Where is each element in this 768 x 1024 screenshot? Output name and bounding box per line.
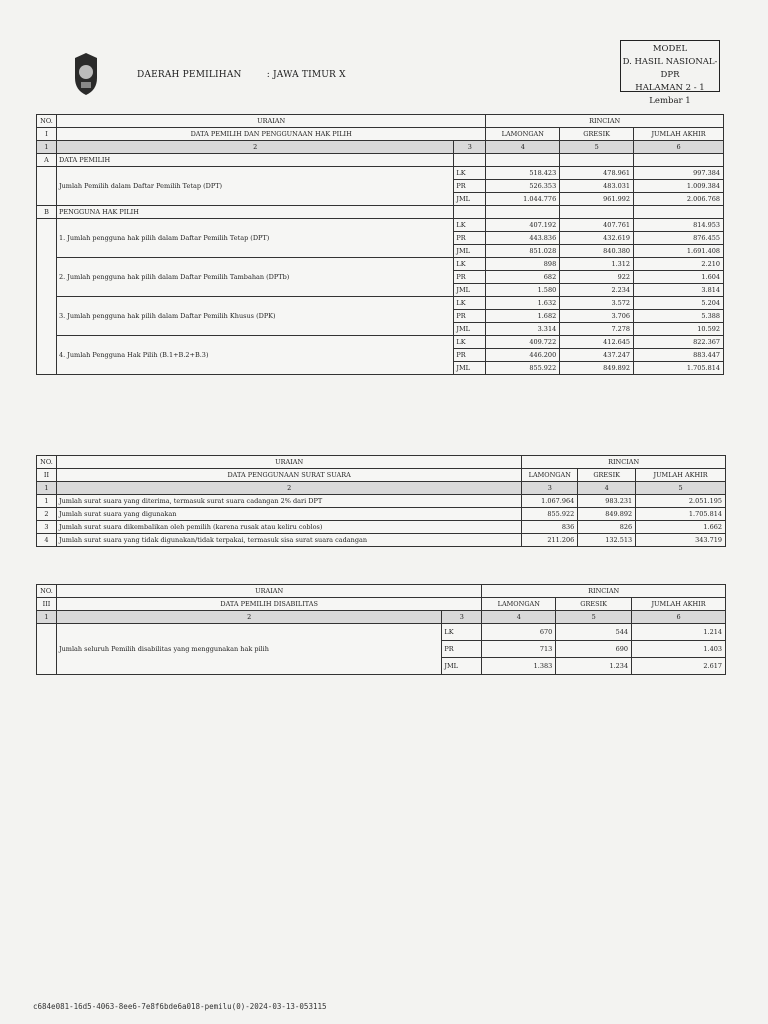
- row-label: Jumlah seluruh Pemilih disabilitas yang menggunakan hak pilih: [56, 624, 441, 675]
- section-title: DATA PEMILIH DAN PENGGUNAAN HAK PILIH: [56, 128, 485, 141]
- cell-gresik: 983.231: [578, 495, 636, 508]
- section-title: DATA PENGGUNAAN SURAT SUARA: [56, 469, 521, 482]
- row-label: Jumlah surat suara yang diterima, termasuk surat suara cadangan 2% dari DPT: [56, 495, 521, 508]
- sub-label: JML: [454, 245, 486, 258]
- sub-label: LK: [442, 624, 482, 641]
- cell-gresik: 826: [578, 521, 636, 534]
- cell-gresik: 961.992: [560, 193, 634, 206]
- header-no: NO.: [37, 585, 57, 598]
- cell-jumlah: 2.617: [632, 658, 726, 675]
- dapil-value: : JAWA TIMUR X: [266, 70, 346, 80]
- sub-label: JML: [454, 284, 486, 297]
- cell-lamongan: 1.067.964: [522, 495, 578, 508]
- table-surat-suara: [36, 455, 726, 547]
- idx-cell: 3: [454, 141, 486, 154]
- col-gresik: GRESIK: [556, 598, 632, 611]
- cell-lamongan: 409.722: [486, 336, 560, 349]
- cell-lamongan: 855.922: [522, 508, 578, 521]
- cell-lamongan: 526.353: [486, 180, 560, 193]
- cell-jumlah: 876.455: [634, 232, 724, 245]
- section-no: III: [37, 598, 57, 611]
- row-label: 2. Jumlah pengguna hak pilih dalam Daftar Pemilih Tambahan (DPTb): [56, 258, 453, 297]
- header-rincian: RINCIAN: [482, 585, 726, 598]
- cell-gresik: 544: [556, 624, 632, 641]
- col-lamongan: LAMONGAN: [522, 469, 578, 482]
- cell-lamongan: 1.580: [486, 284, 560, 297]
- sub-label: LK: [454, 336, 486, 349]
- header-uraian: URAIAN: [56, 456, 521, 469]
- cell-gresik: 132.513: [578, 534, 636, 547]
- cell-lamongan: 407.192: [486, 219, 560, 232]
- sub-label: PR: [454, 232, 486, 245]
- cell-gresik: 7.278: [560, 323, 634, 336]
- cell-jumlah: 883.447: [634, 349, 724, 362]
- col-jumlah-akhir: JUMLAH AKHIR: [632, 598, 726, 611]
- table-row: [37, 167, 724, 180]
- section-title: DATA PEMILIH DISABILITAS: [56, 598, 481, 611]
- cell-gresik: 3.706: [560, 310, 634, 323]
- cell-lamongan: 518.423: [486, 167, 560, 180]
- row-no: 3: [37, 521, 57, 534]
- idx-cell: 6: [632, 611, 726, 624]
- sub-label: JML: [454, 193, 486, 206]
- section-b-title: PENGGUNA HAK PILIH: [56, 206, 453, 219]
- cell-lamongan: 682: [486, 271, 560, 284]
- cell-gresik: 483.031: [560, 180, 634, 193]
- cell-jumlah: 1.214: [632, 624, 726, 641]
- cell-lamongan: 1.383: [482, 658, 556, 675]
- cell-jumlah: 343.719: [636, 534, 726, 547]
- section-b-no: B: [37, 206, 57, 219]
- model-box: [620, 40, 720, 106]
- sub-label: PR: [454, 271, 486, 284]
- idx-cell: 6: [634, 141, 724, 154]
- header-rincian: RINCIAN: [486, 115, 724, 128]
- cell-lamongan: 670: [482, 624, 556, 641]
- model-line-2: D. HASIL NASIONAL-DPR: [622, 57, 718, 80]
- dapil-label: DAERAH PEMILIHAN: [137, 70, 242, 80]
- sub-label: PR: [454, 349, 486, 362]
- header-uraian: URAIAN: [56, 115, 485, 128]
- cell-jumlah: 2.210: [634, 258, 724, 271]
- row-label: Jumlah surat suara dikembalikan oleh pemilih (karena rusak atau keliru coblos): [56, 521, 521, 534]
- cell-lamongan: 1.682: [486, 310, 560, 323]
- sub-label: JML: [442, 658, 482, 675]
- row-no: 1: [37, 495, 57, 508]
- cell-gresik: 849.892: [560, 362, 634, 375]
- cell-gresik: 3.572: [560, 297, 634, 310]
- cell-gresik: 2.234: [560, 284, 634, 297]
- table-row: [37, 258, 724, 271]
- cell-jumlah: 822.367: [634, 336, 724, 349]
- sub-label: PR: [454, 180, 486, 193]
- row-label: Jumlah surat suara yang tidak digunakan/tidak terpakai, termasuk sisa surat suara cadangan: [56, 534, 521, 547]
- cell-jumlah: 1.403: [632, 641, 726, 658]
- cell-lamongan: 851.028: [486, 245, 560, 258]
- model-line-3: HALAMAN 2 - 1 Lembar 1: [635, 83, 705, 106]
- table-row: [37, 508, 726, 521]
- table-row: [37, 219, 724, 232]
- cell-lamongan: 713: [482, 641, 556, 658]
- idx-cell: 5: [636, 482, 726, 495]
- row-label: 4. Jumlah Pengguna Hak Pilih (B.1+B.2+B.3): [56, 336, 453, 375]
- sub-label: LK: [454, 167, 486, 180]
- section-a-title: DATA PEMILIH: [56, 154, 453, 167]
- idx-cell: 4: [486, 141, 560, 154]
- cell-jumlah: 3.814: [634, 284, 724, 297]
- cell-gresik: 412.645: [560, 336, 634, 349]
- sub-label: JML: [454, 362, 486, 375]
- col-jumlah-akhir: JUMLAH AKHIR: [634, 128, 724, 141]
- row-label: Jumlah surat suara yang digunakan: [56, 508, 521, 521]
- idx-cell: 1: [37, 141, 57, 154]
- cell-lamongan: 443.836: [486, 232, 560, 245]
- col-lamongan: LAMONGAN: [482, 598, 556, 611]
- header-no: NO.: [37, 456, 57, 469]
- cell-jumlah: 1.705.814: [636, 508, 726, 521]
- header-uraian: URAIAN: [56, 585, 481, 598]
- cell-lamongan: 1.044.776: [486, 193, 560, 206]
- cell-gresik: 432.619: [560, 232, 634, 245]
- cell-jumlah: 2.006.768: [634, 193, 724, 206]
- cell-lamongan: 836: [522, 521, 578, 534]
- row-no: 2: [37, 508, 57, 521]
- header-no: NO.: [37, 115, 57, 128]
- cell-lamongan: 898: [486, 258, 560, 271]
- col-jumlah-akhir: JUMLAH AKHIR: [636, 469, 726, 482]
- cell-jumlah: 814.953: [634, 219, 724, 232]
- cell-jumlah: 5.204: [634, 297, 724, 310]
- table-row: [37, 624, 726, 641]
- row-label: Jumlah Pemilih dalam Daftar Pemilih Tetap (DPT): [56, 167, 453, 206]
- idx-cell: 2: [56, 141, 453, 154]
- cell-jumlah: 997.384: [634, 167, 724, 180]
- table-row: [37, 534, 726, 547]
- cell-gresik: 478.961: [560, 167, 634, 180]
- sub-label: LK: [454, 219, 486, 232]
- idx-cell: 2: [56, 482, 521, 495]
- cell-lamongan: 1.632: [486, 297, 560, 310]
- cell-gresik: 849.892: [578, 508, 636, 521]
- sub-label: PR: [454, 310, 486, 323]
- idx-cell: 5: [560, 141, 634, 154]
- cell-gresik: 1.312: [560, 258, 634, 271]
- cell-gresik: 690: [556, 641, 632, 658]
- daerah-pemilihan: [137, 70, 346, 80]
- idx-cell: 1: [37, 611, 57, 624]
- idx-cell: 1: [37, 482, 57, 495]
- footer-id: c684e081-16d5-4063-8ee6-7e8f6bde6a018-pemilu(0)-2024-03-13-053115: [33, 1002, 327, 1011]
- table-disabilitas: [36, 584, 726, 675]
- cell-jumlah: 1.009.384: [634, 180, 724, 193]
- cell-jumlah: 1.604: [634, 271, 724, 284]
- cell-gresik: 922: [560, 271, 634, 284]
- cell-gresik: 840.380: [560, 245, 634, 258]
- header-rincian: RINCIAN: [522, 456, 726, 469]
- row-label: 3. Jumlah pengguna hak pilih dalam Daftar Pemilih Khusus (DPK): [56, 297, 453, 336]
- table-row: [37, 521, 726, 534]
- kpu-logo-icon: [73, 52, 99, 96]
- cell-jumlah: 1.705.814: [634, 362, 724, 375]
- cell-jumlah: 1.662: [636, 521, 726, 534]
- cell-jumlah: 1.691.408: [634, 245, 724, 258]
- cell-gresik: 407.761: [560, 219, 634, 232]
- table-row: [37, 297, 724, 310]
- row-label: 1. Jumlah pengguna hak pilih dalam Daftar Pemilih Tetap (DPT): [56, 219, 453, 258]
- cell-lamongan: 3.314: [486, 323, 560, 336]
- table-data-pemilih: [36, 114, 724, 375]
- sub-label: LK: [454, 297, 486, 310]
- table-row: [37, 336, 724, 349]
- row-no: 4: [37, 534, 57, 547]
- idx-cell: 3: [442, 611, 482, 624]
- idx-cell: 3: [522, 482, 578, 495]
- col-gresik: GRESIK: [560, 128, 634, 141]
- idx-cell: 4: [482, 611, 556, 624]
- cell-lamongan: 211.206: [522, 534, 578, 547]
- col-lamongan: LAMONGAN: [486, 128, 560, 141]
- cell-jumlah: 10.592: [634, 323, 724, 336]
- cell-jumlah: 5.388: [634, 310, 724, 323]
- sub-label: LK: [454, 258, 486, 271]
- idx-cell: 4: [578, 482, 636, 495]
- cell-jumlah: 2.051.195: [636, 495, 726, 508]
- model-line-1: MODEL: [652, 44, 688, 54]
- cell-lamongan: 446.200: [486, 349, 560, 362]
- section-no: I: [37, 128, 57, 141]
- table-row: [37, 495, 726, 508]
- cell-lamongan: 855.922: [486, 362, 560, 375]
- col-gresik: GRESIK: [578, 469, 636, 482]
- idx-cell: 2: [56, 611, 441, 624]
- section-no: II: [37, 469, 57, 482]
- section-a-no: A: [37, 154, 57, 167]
- cell-gresik: 1.234: [556, 658, 632, 675]
- cell-gresik: 437.247: [560, 349, 634, 362]
- sub-label: PR: [442, 641, 482, 658]
- sub-label: JML: [454, 323, 486, 336]
- idx-cell: 5: [556, 611, 632, 624]
